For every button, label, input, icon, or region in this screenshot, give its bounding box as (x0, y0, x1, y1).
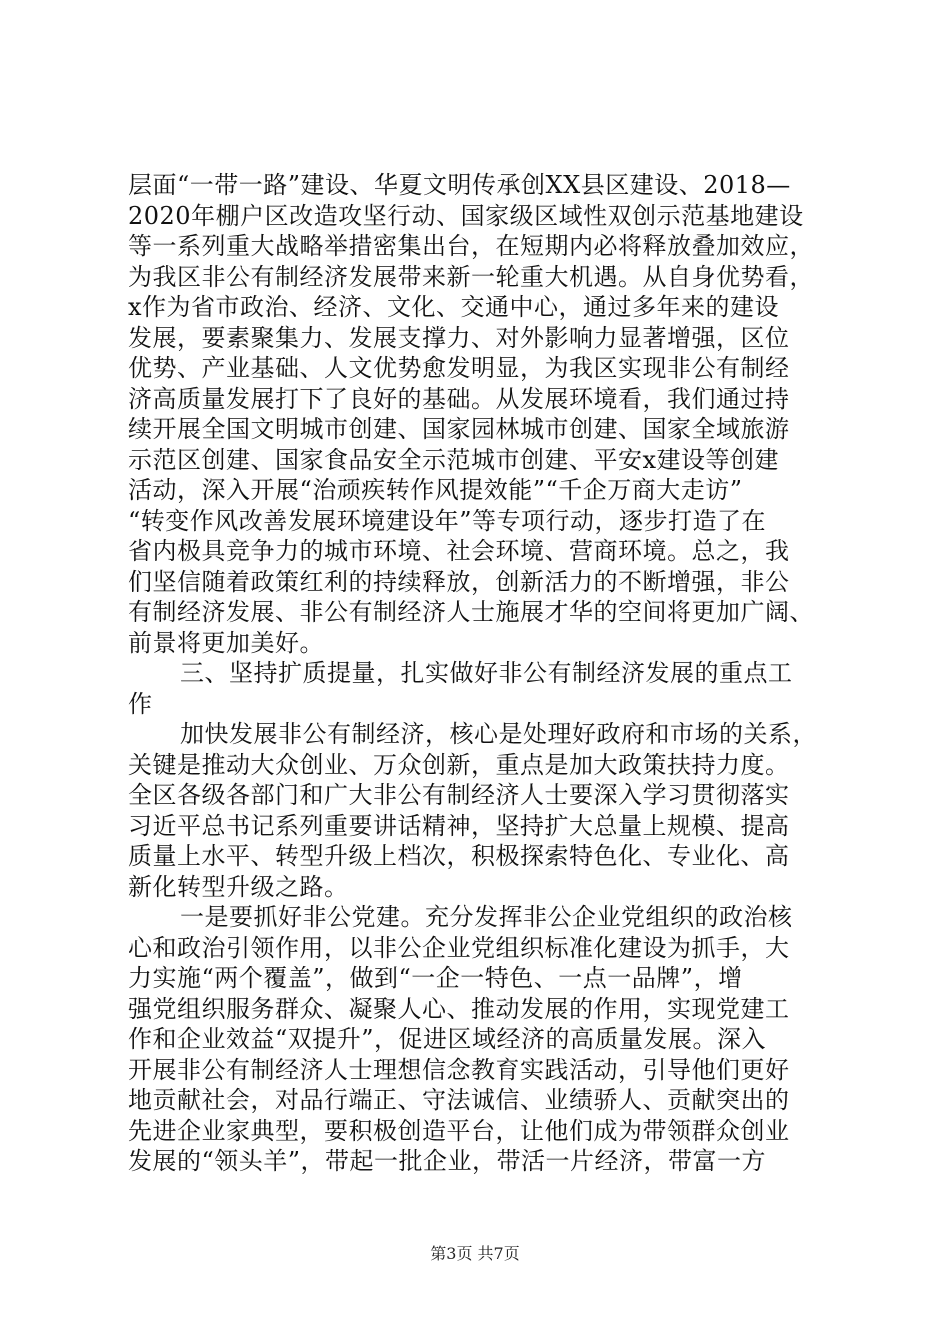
text-line: 先进企业家典型，要积极创造平台，让他们成为带领群众创业 (128, 1116, 790, 1145)
text-line: 续开展全国文明城市创建、国家园林城市创建、国家全域旅游 (128, 415, 790, 443)
text-line: 有制经济发展、非公有制经济人士施展才华的空间将更加广阔、 (128, 598, 814, 626)
text-line: “转变作风改善发展环境建设年”等专项行动，逐步打造了在 (128, 506, 767, 535)
paragraph (128, 719, 828, 902)
text-line: 力实施“两个覆盖”，做到“一企一特色、一点一品牌”，增 (128, 964, 743, 992)
text-line: 新化转型升级之路。 (128, 872, 349, 901)
text-line: 发展，要素聚集力、发展支撑力、对外影响力显著增强，区位 (128, 323, 790, 352)
text-line: 层面“一带一路”建设、华夏文明传承创XX县区建设、2018— (128, 171, 791, 199)
paragraph (128, 170, 828, 658)
text-line: 开展非公有制经济人士理想信念教育实践活动，引导他们更好 (128, 1055, 790, 1084)
text-line: 加快发展非公有制经济，核心是处理好政府和市场的关系， (180, 720, 817, 748)
text-line: 三、坚持扩质提量，扎实做好非公有制经济发展的重点工 (180, 659, 793, 687)
text-line: 作和企业效益“双提升”，促进区域经济的高质量发展。深入 (128, 1025, 767, 1053)
text-line: 强党组织服务群众、凝聚人心、推动发展的作用，实现党建工 (128, 994, 790, 1023)
section-heading (128, 658, 828, 719)
text-line: 等一系列重大战略举措密集出台，在短期内必将释放叠加效应， (128, 232, 814, 260)
text-line: 们坚信随着政策红利的持续释放，创新活力的不断增强，非公 (128, 567, 790, 596)
text-line: 全区各级各部门和广大非公有制经济人士要深入学习贯彻落实 (128, 781, 790, 809)
text-line: 活动，深入开展“治顽疾转作风提效能”“千企万商大走访” (128, 476, 743, 504)
text-line: 作 (128, 689, 153, 718)
text-line: 2020年棚户区改造攻坚行动、国家级区域性双创示范基地建设 (128, 201, 804, 230)
text-line: 济高质量发展打下了良好的基础。从发展环境看，我们通过持 (128, 384, 790, 413)
text-line: 地贡献社会，对品行端正、守法诚信、业绩骄人、贡献突出的 (128, 1086, 790, 1114)
text-line: 示范区创建、国家食品安全示范城市创建、平安x建设等创建 (128, 445, 780, 474)
text-line: x作为省市政治、经济、文化、交通中心，通过多年来的建设 (128, 293, 780, 321)
text-line: 关键是推动大众创业、万众创新，重点是加大政策扶持力度。 (128, 750, 790, 779)
text-line: 前景将更加美好。 (128, 628, 324, 657)
text-line: 优势、产业基础、人文优势愈发明显，为我区实现非公有制经 (128, 354, 790, 382)
text-line: 习近平总书记系列重要讲话精神，坚持扩大总量上规模、提高 (128, 811, 790, 840)
text-line: 质量上水平、转型升级上档次，积极探索特色化、专业化、高 (128, 842, 790, 870)
text-line: 为我区非公有制经济发展带来新一轮重大机遇。从自身优势看， (128, 262, 814, 291)
document-body (128, 170, 828, 1177)
text-line: 省内极具竞争力的城市环境、社会环境、营商环境。总之，我 (128, 537, 790, 565)
paragraph (128, 902, 828, 1177)
text-line: 一是要抓好非公党建。充分发挥非公企业党组织的政治核 (180, 903, 793, 931)
page-number: 第3页 共7页 (430, 1244, 520, 1263)
text-line: 心和政治引领作用，以非公企业党组织标准化建设为抓手，大 (128, 933, 790, 962)
text-line: 发展的“领头羊”，带起一批企业，带活一片经济，带富一方 (128, 1147, 767, 1175)
